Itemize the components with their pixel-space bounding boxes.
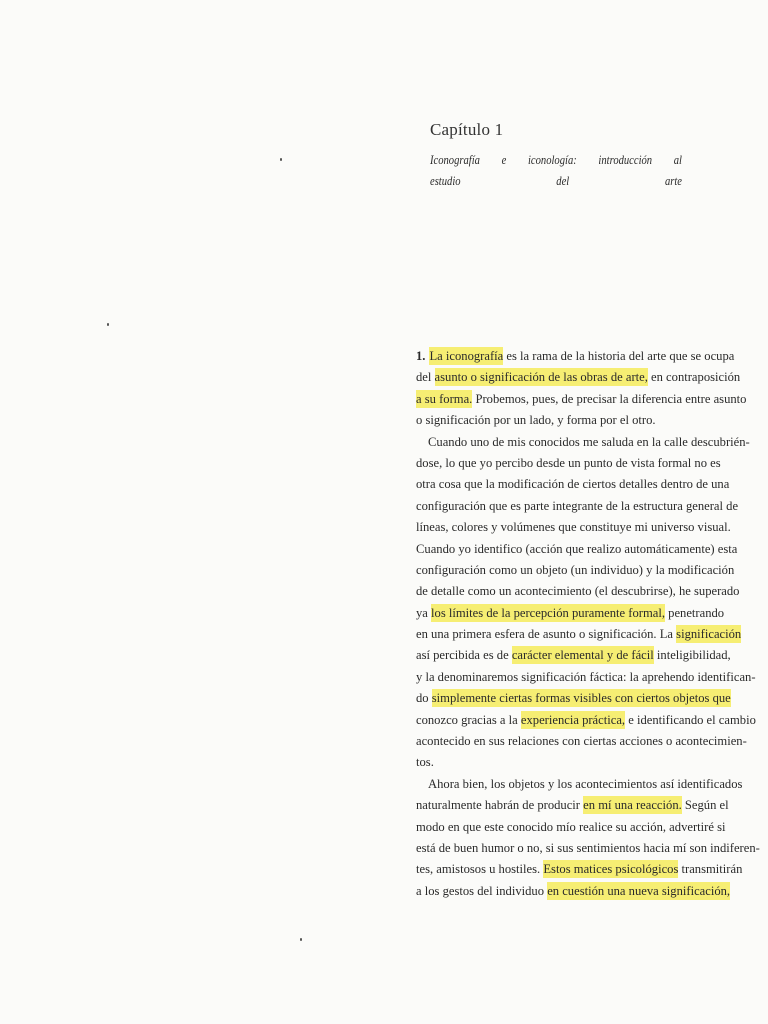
text-segment: es la rama de la historia del arte que se ocupa <box>503 349 735 363</box>
highlighted-text: experiencia práctica, <box>520 712 626 727</box>
text-segment: tes, amistosos u hostiles. <box>416 862 544 877</box>
chapter-title-line: estudio del arte <box>430 174 682 189</box>
text-segment: Según el <box>681 798 729 813</box>
text-line <box>416 432 750 453</box>
text-segment: Probemos, pues, de precisar la diferencia entre asunto <box>472 391 747 406</box>
text-segment: así percibida es de <box>416 648 512 663</box>
text-line <box>416 474 730 495</box>
text-segment: naturalmente habrán de producir <box>416 798 584 813</box>
highlighted-text: los límites de la percepción puramente formal, <box>431 605 665 620</box>
highlighted-text: asunto o significación de las obras de arte, <box>434 370 648 385</box>
text-segment: dose, lo que yo percibo desde un punto de vista formal no es <box>416 455 721 470</box>
text-segment: a los gestos del individuo <box>416 883 548 898</box>
text-line <box>416 624 742 645</box>
text-line <box>416 838 760 859</box>
text-line <box>416 645 731 666</box>
text-segment: está de buen humor o no, si sus sentimientos hacia mí son indiferen- <box>416 840 760 855</box>
text-line <box>416 410 708 431</box>
chapter-title <box>430 150 682 193</box>
highlighted-text: en cuestión una nueva significación, <box>547 883 731 898</box>
chapter-label: Capítulo 1 <box>430 120 504 139</box>
highlighted-text: Estos matices psicológicos <box>543 862 679 877</box>
section-number: 1. <box>416 349 426 363</box>
text-segment: do <box>416 691 432 706</box>
text-segment: y la denominaremos significación fáctica: la aprehendo identifican- <box>416 669 756 684</box>
chapter-title-line: Iconografía e iconología: introducción al <box>430 153 682 167</box>
highlighted-text: a su forma. <box>416 391 473 406</box>
text-segment: o significación por un lado, y forma por el otro. <box>416 413 656 428</box>
text-segment: acontecido en sus relaciones con ciertas acciones o acontecimien- <box>416 734 747 749</box>
text-line <box>416 560 735 581</box>
text-line <box>416 881 731 902</box>
highlighted-text: La iconografía <box>429 349 504 363</box>
scan-speck <box>280 158 282 161</box>
text-segment: penetrando <box>665 605 725 620</box>
text-segment: modo en que este conocido mío realice su acción, advertiré si <box>416 819 726 834</box>
text-line <box>416 859 743 880</box>
text-line <box>416 710 756 731</box>
text-segment: otra cosa que la modificación de ciertos detalles dentro de una <box>416 477 730 492</box>
text-segment: conozco gracias a la <box>416 712 521 727</box>
text-line <box>416 453 721 474</box>
text-line <box>416 817 726 838</box>
text-line <box>416 389 747 410</box>
text-line <box>416 774 743 795</box>
scan-speck <box>107 323 109 326</box>
text-segment: Cuando yo identifico (acción que realizo automáticamente) esta <box>416 541 738 556</box>
text-segment: configuración como un objeto (un individuo) y la modificación <box>416 562 735 577</box>
text-line <box>416 517 731 538</box>
text-segment: inteligibilidad, <box>653 648 731 663</box>
text-segment: Cuando uno de mis conocidos me saluda en la calle descubrién- <box>428 434 750 449</box>
body-text <box>416 346 760 902</box>
highlighted-text: simplemente ciertas formas visibles con ciertos objetos que <box>431 691 731 706</box>
text-line <box>416 367 741 388</box>
text-segment: en contraposición <box>647 370 741 385</box>
text-line <box>416 346 735 367</box>
text-segment: transmitirán <box>678 862 743 877</box>
text-line <box>416 581 740 602</box>
text-segment: ya <box>416 605 432 620</box>
text-segment: tos. <box>416 755 434 770</box>
text-segment: del <box>416 370 435 385</box>
text-segment: líneas, colores y volúmenes que constituye mi universo visual. <box>416 520 731 535</box>
highlighted-text: significación <box>676 627 742 642</box>
text-segment: e identificando el cambio <box>625 712 756 727</box>
text-line <box>416 667 756 688</box>
text-segment: en una primera esfera de asunto o significación. La <box>416 627 677 642</box>
text-line <box>416 603 725 624</box>
text-segment: Ahora bien, los objetos y los acontecimientos así identificados <box>428 776 743 791</box>
highlighted-text: en mí una reacción. <box>583 798 682 813</box>
text-segment: configuración que es parte integrante de la estructura general de <box>416 498 739 513</box>
text-line <box>416 731 747 752</box>
text-line <box>416 496 739 517</box>
text-segment: de detalle como un acontecimiento (el descubrirse), he superado <box>416 584 740 599</box>
scan-speck <box>300 938 302 941</box>
text-line <box>416 688 731 709</box>
text-line <box>416 795 729 816</box>
highlighted-text: carácter elemental y de fácil <box>511 648 654 663</box>
text-line <box>416 539 738 560</box>
text-line <box>416 752 708 773</box>
